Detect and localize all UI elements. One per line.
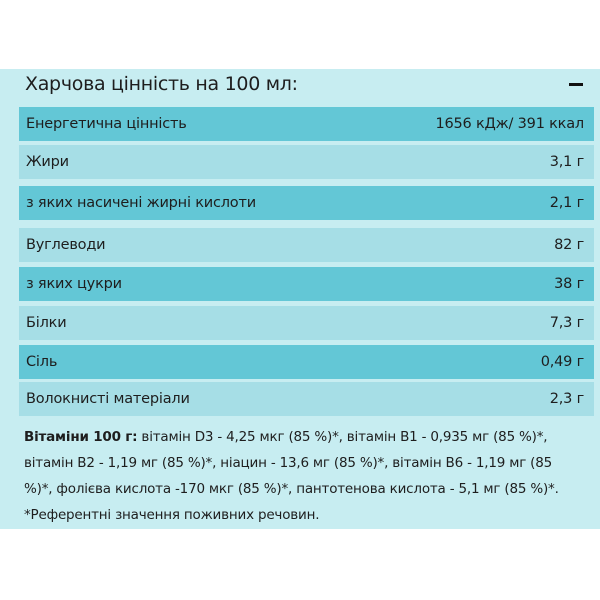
table-row bbox=[19, 267, 594, 301]
table-row bbox=[19, 306, 594, 340]
table-row bbox=[19, 186, 594, 220]
row-value: 7,3 г bbox=[549, 315, 584, 331]
row-value: 82 г bbox=[554, 237, 584, 253]
vitamins-paragraph bbox=[24, 424, 584, 502]
row-label: Білки bbox=[26, 315, 67, 331]
vitamins-heading: Вітаміни 100 г: bbox=[24, 429, 138, 445]
vitamins-text: вітамін D3 - 4,25 мкг (85 %)*, вітамін B1 - 0,935 мг (85 %)*, вітамін B2 - 1,19 мг (85 %)*, ніацин - 13,6 мг (85 %)*, вітамін B6 - 1,19 мг (85 %)*, фолієва кислота -170 мкг (85 %)*, пантотенова кислота - 5,1 мг (85 %)*. bbox=[24, 429, 559, 497]
row-value: 3,1 г bbox=[549, 154, 584, 170]
minus-icon[interactable] bbox=[569, 83, 583, 86]
row-label: з яких цукри bbox=[26, 276, 122, 292]
row-label: Сіль bbox=[26, 354, 58, 370]
nutrition-title: Харчова цінність на 100 мл: bbox=[25, 73, 298, 95]
row-value: 2,1 г bbox=[549, 195, 584, 211]
table-row bbox=[19, 345, 594, 379]
table-row bbox=[19, 107, 594, 141]
row-value: 1656 кДж/ 391 ккал bbox=[435, 116, 584, 132]
nutrition-panel bbox=[0, 69, 600, 529]
table-row bbox=[19, 145, 594, 179]
row-label: Вуглеводи bbox=[26, 237, 106, 253]
table-row bbox=[19, 228, 594, 262]
nutrition-header[interactable] bbox=[0, 69, 600, 105]
row-value: 0,49 г bbox=[540, 354, 584, 370]
row-label: Енергетична цінність bbox=[26, 116, 187, 132]
table-row bbox=[19, 382, 594, 416]
row-label: з яких насичені жирні кислоти bbox=[26, 195, 256, 211]
row-label: Волокнисті матеріали bbox=[26, 391, 190, 407]
row-value: 2,3 г bbox=[549, 391, 584, 407]
footnote: *Референтні значення поживних речовин. bbox=[24, 507, 320, 523]
row-value: 38 г bbox=[554, 276, 584, 292]
row-label: Жири bbox=[26, 154, 69, 170]
